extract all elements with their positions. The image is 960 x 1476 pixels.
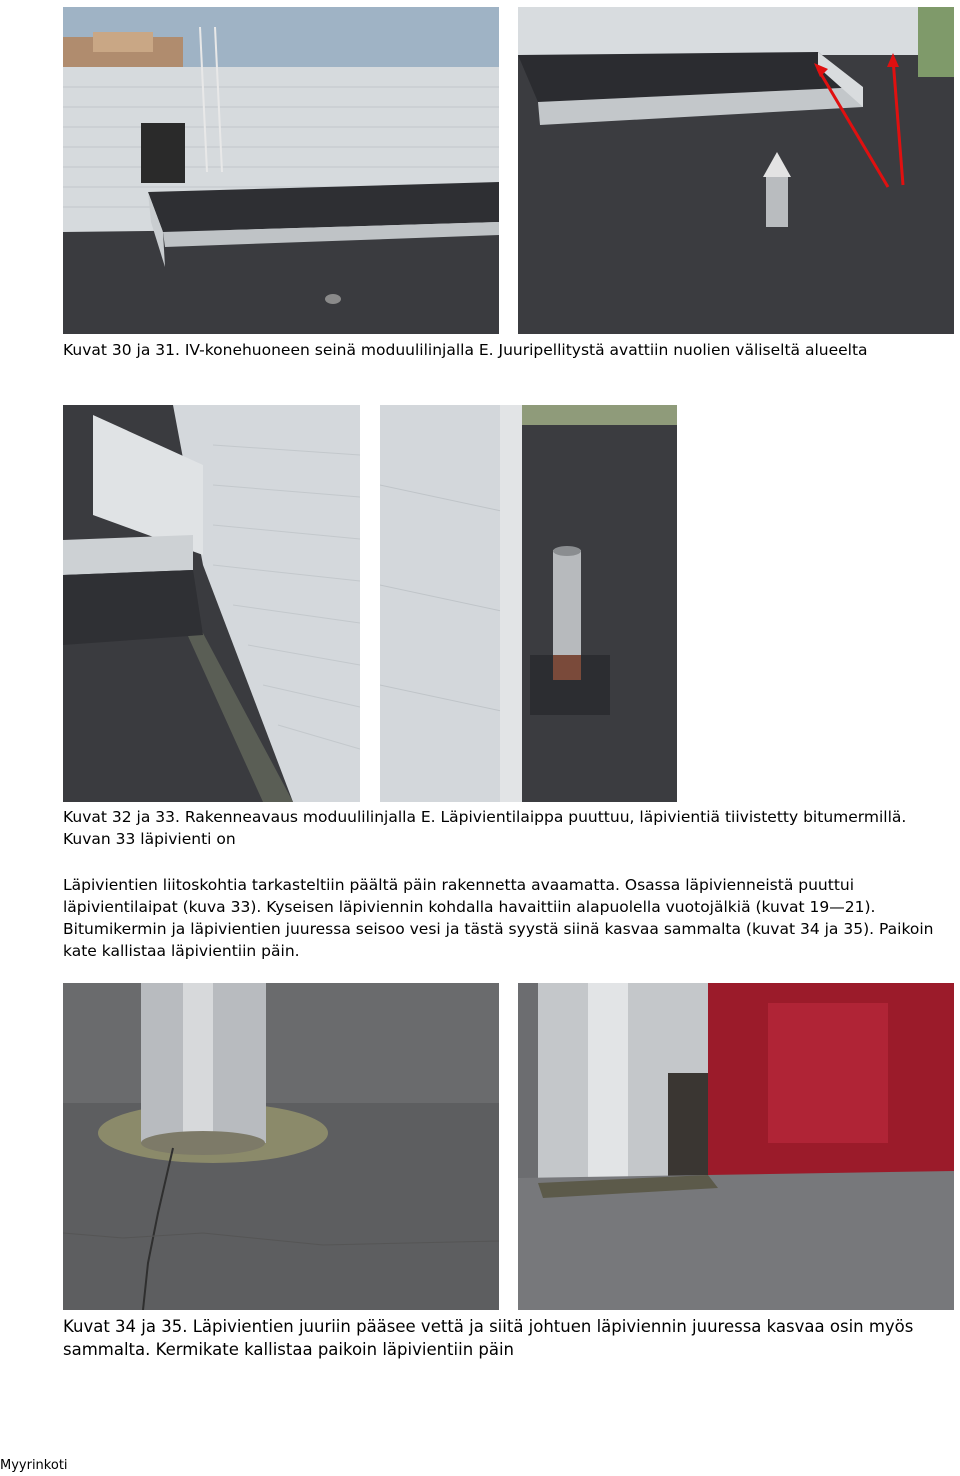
figure-caption-34-35: Kuvat 34 ja 35. Läpivientien juuriin pääsee vettä ja siitä johtuen läpiviennin juuressa kasvaa osin myös sammalta. Kermikate kallistaa paikoin läpivientiin päin <box>63 1317 914 1359</box>
photo-34-pipe-root-water <box>63 983 499 1310</box>
photo-32-structural-opening <box>63 405 360 802</box>
photo-33-pipe-no-flange <box>380 405 677 802</box>
photo-35-pipe-moss-red-panel <box>518 983 954 1310</box>
footer-client-name: Myyrinkoti <box>0 1458 68 1473</box>
photo-31-flashing-area-arrows <box>518 7 954 334</box>
figure-caption-30-31: Kuvat 30 ja 31. IV-konehuoneen seinä moduulilinjalla E. Juuripellitystä avattiin nuolien väliseltä alueelta <box>63 341 868 359</box>
body-paragraph: Läpivientien liitoskohtia tarkasteltiin päältä päin rakennetta avaamatta. Osassa läpivienneistä puuttui läpivientilaipat (kuva 33). Kyseisen läpiviennin kohdalla havaittiin alapuolella vuotojälkiä (kuvat 19—21). Bitumikermin ja läpivientien juuressa seisoo vesi ja tästä syystä siinä kasvaa sammalta (kuvat 34 ja 35). Paikoin kate kallistaa läpivientiin päin. <box>63 876 934 960</box>
figure-caption-32-33: Kuvat 32 ja 33. Rakenneavaus moduulilinjalla E. Läpivientilaippa puuttuu, läpivientiä tiivistetty bitumermillä. Kuvan 33 läpivienti on <box>63 808 907 848</box>
photo-30-machine-room-wall <box>63 7 499 334</box>
